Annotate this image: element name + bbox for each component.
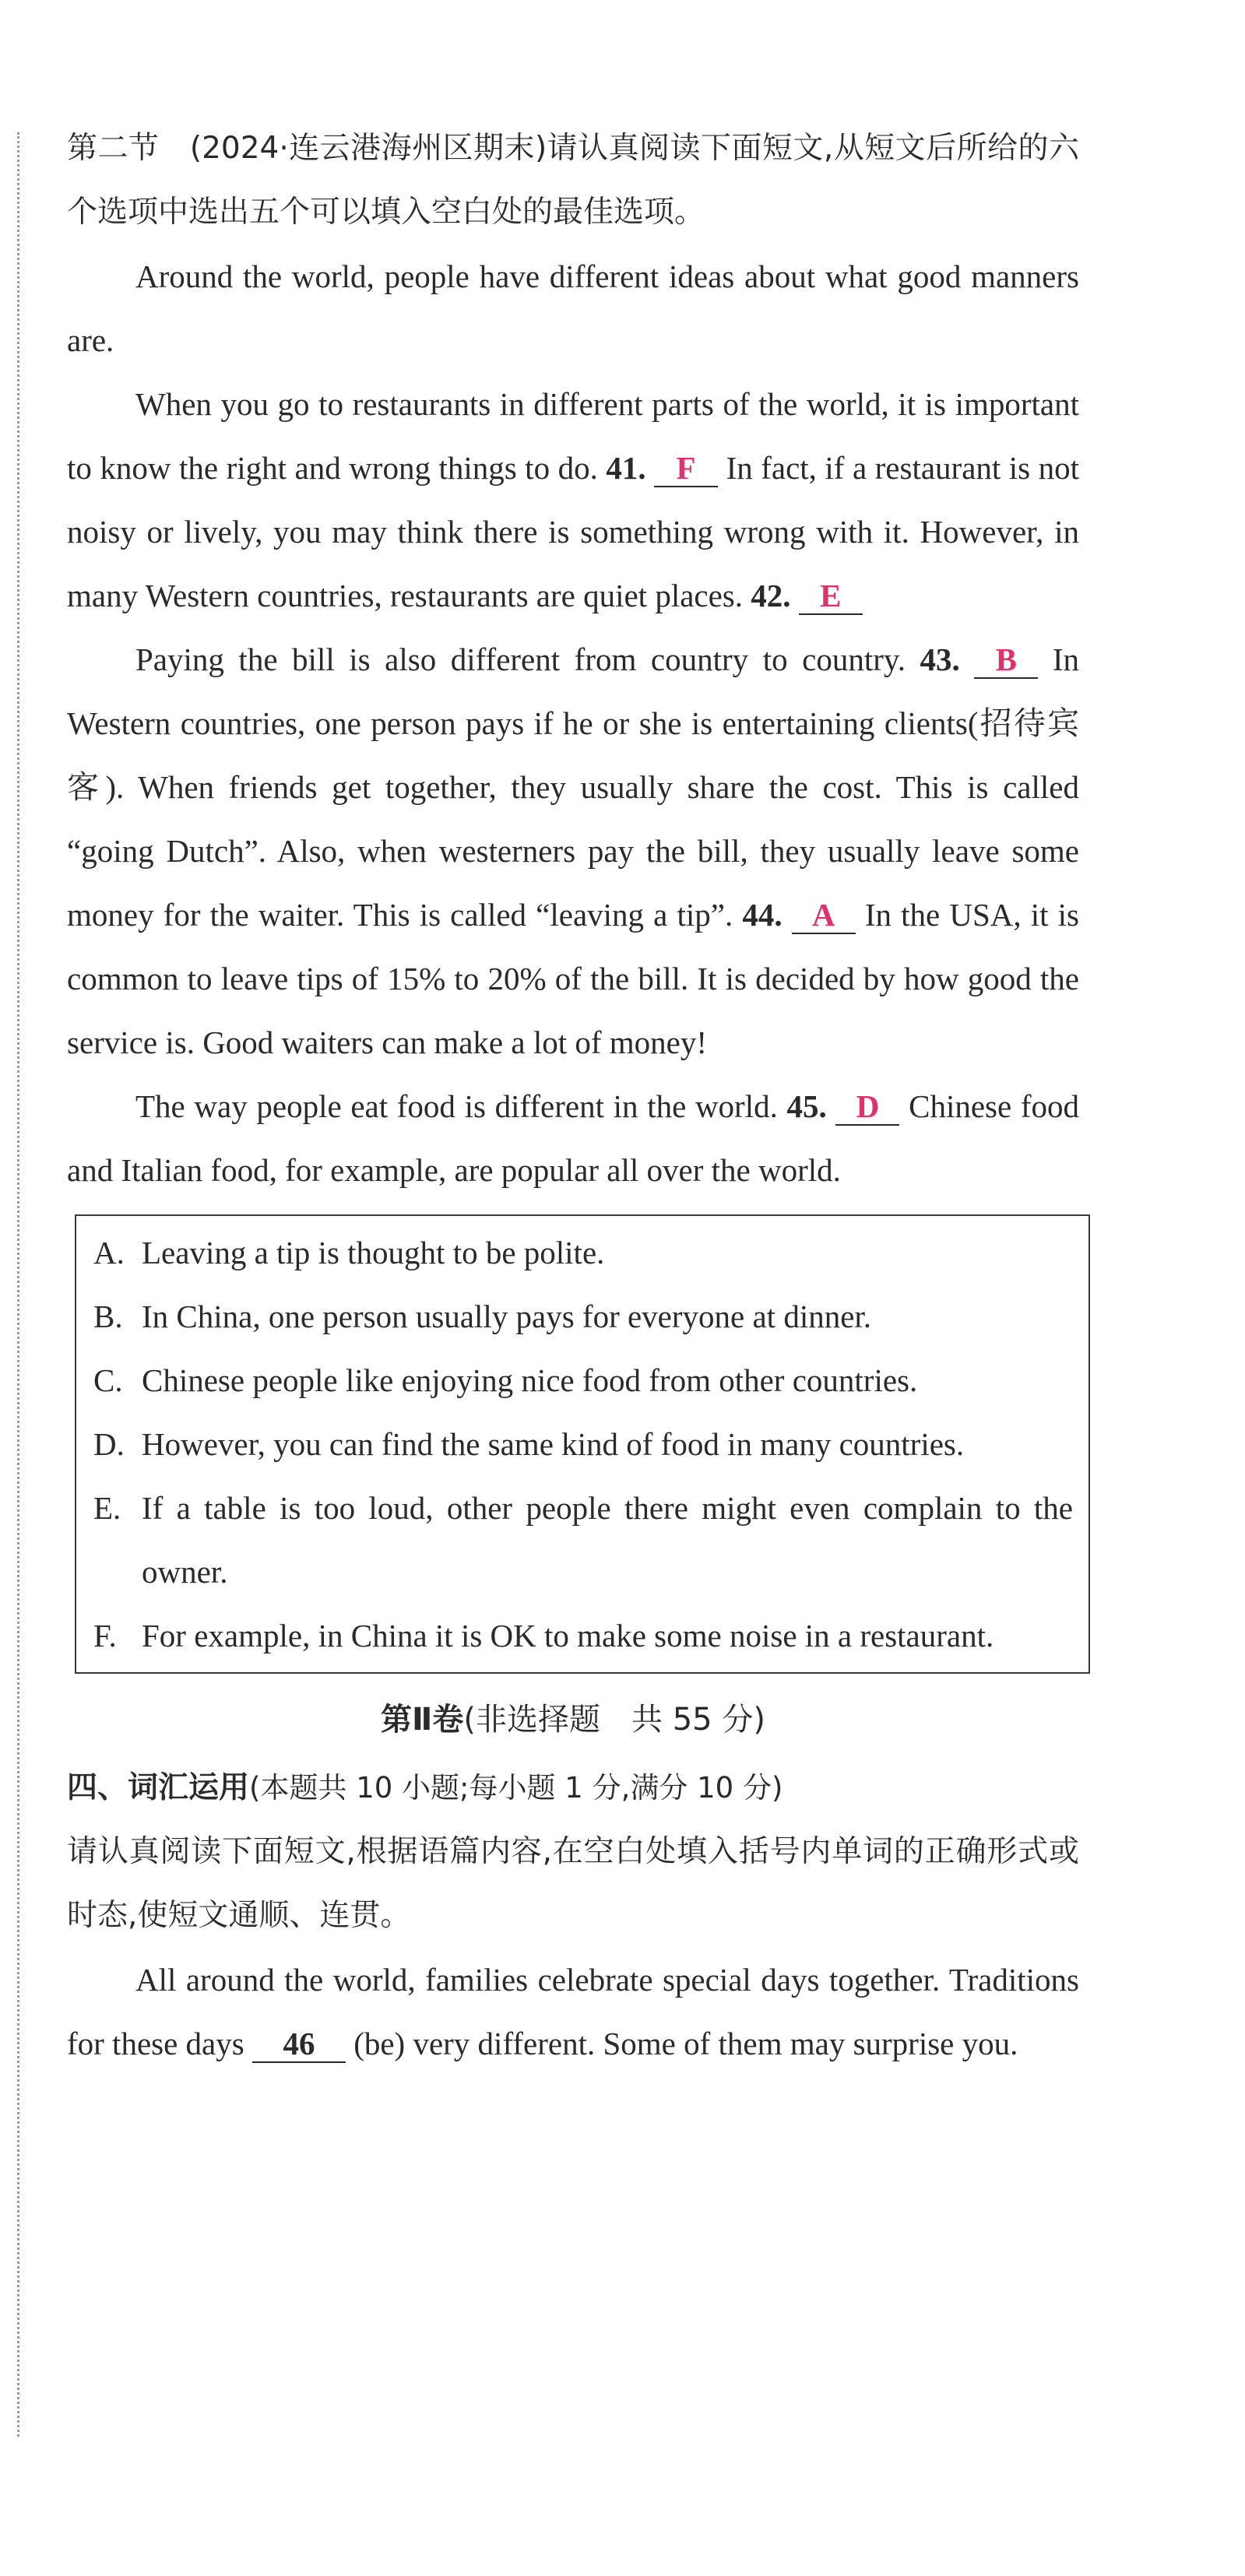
option-text: Leaving a tip is thought to be polite. xyxy=(142,1235,605,1270)
answer-blank-45: D xyxy=(835,1088,899,1126)
paragraph-text: Around the world, people have different ideas about what good manners are. xyxy=(67,258,1079,358)
option-letter: F. xyxy=(93,1618,117,1653)
passage-paragraph-3 xyxy=(67,627,1079,1074)
question-number-42: 42. xyxy=(751,578,791,613)
paragraph-text: The way people eat food is different in the world. xyxy=(135,1088,778,1124)
paragraph-text: When you go to restaurants in different parts of the world, it is important to know the right and wrong things to do. xyxy=(67,386,1079,486)
paragraph-text: Paying the bill is also different from country to country. xyxy=(135,641,906,677)
option-d xyxy=(93,1412,1073,1476)
paragraph-text: All around the world, families celebrate special days together. Traditions for these days xyxy=(67,1962,1079,2061)
paragraph-text: In fact, if a restaurant is not noisy or lively, you may think there is something wrong with it. However, in many Western countries, restaurants are quiet places. xyxy=(67,450,1080,613)
option-text: In China, one person usually pays for everyone at dinner. xyxy=(142,1299,872,1334)
paragraph-text: (be) very different. Some of them may surprise you. xyxy=(353,2026,1018,2061)
question-number-45: 45. xyxy=(786,1088,827,1124)
part-4-note: (本题共 10 小题;每小题 1 分,满分 10 分) xyxy=(249,1771,783,1805)
option-e xyxy=(93,1476,1073,1604)
question-number-44: 44. xyxy=(742,897,783,933)
passage-paragraph-4 xyxy=(67,1074,1079,1202)
binding-margin-rule xyxy=(17,132,19,2437)
section2-header: 第二节 (2024·连云港海州区期末)请认真阅读下面短文,从短文后所给的六个选项中选出五个可以填入空白处的最佳选项。 xyxy=(67,131,1079,230)
option-letter: E. xyxy=(93,1490,121,1526)
question-blank-46: 46 xyxy=(252,2026,346,2063)
options-box xyxy=(75,1214,1090,1674)
paragraph-text: In Western countries, one person pays if he or she is entertaining clients(招待宾客). When friends get together, they usually share the cost. This is called “going Dutch”. Also, when westerners pay the bill, they usually leave some money for the waiter. This is called “leaving a tip”. xyxy=(67,641,1080,933)
question-number-43: 43. xyxy=(920,641,960,677)
option-a xyxy=(93,1221,1073,1284)
part-4-paragraph-1 xyxy=(67,1948,1079,2075)
document-page xyxy=(67,117,1079,2075)
part-4-instruction: 请认真阅读下面短文,根据语篇内容,在空白处填入括号内单词的正确形式或时态,使短文通顺、连贯。 xyxy=(67,1834,1079,1933)
question-number-41: 41. xyxy=(606,450,646,486)
paragraph-text: In the USA, it is common to leave tips of 15% to 20% of the bill. It is decided by how good the service is. Good waiters can make a lot of money! xyxy=(67,897,1079,1060)
passage-paragraph-2 xyxy=(67,372,1079,627)
paragraph-text: Chinese food and Italian food, for example, are popular all over the world. xyxy=(67,1088,1080,1188)
answer-blank-42: E xyxy=(799,578,863,615)
option-letter: D. xyxy=(93,1426,125,1462)
option-c xyxy=(93,1348,1073,1412)
volume-2-subtitle: (非选择题 共 55 分) xyxy=(463,1702,765,1738)
answer-blank-41: F xyxy=(654,450,718,487)
passage-paragraph-1 xyxy=(67,244,1079,372)
option-letter: B. xyxy=(93,1299,123,1334)
option-letter: A. xyxy=(93,1235,125,1270)
part-4-heading xyxy=(67,1755,1079,1820)
part-4-title: 四、词汇运用 xyxy=(67,1770,250,1805)
option-f xyxy=(93,1604,1073,1668)
option-text: Chinese people like enjoying nice food from other countries. xyxy=(142,1362,918,1398)
option-b xyxy=(93,1284,1073,1348)
option-letter: C. xyxy=(93,1362,123,1398)
option-text: For example, in China it is OK to make some noise in a restaurant. xyxy=(142,1618,994,1653)
option-text: If a table is too loud, other people there might even complain to the owner. xyxy=(142,1490,1073,1590)
volume-2-title xyxy=(67,1685,1079,1755)
option-text: However, you can find the same kind of food in many countries. xyxy=(142,1426,965,1462)
volume-2-label: 第Ⅱ卷 xyxy=(381,1702,464,1738)
answer-blank-44: A xyxy=(792,897,856,934)
answer-blank-43: B xyxy=(974,641,1038,679)
